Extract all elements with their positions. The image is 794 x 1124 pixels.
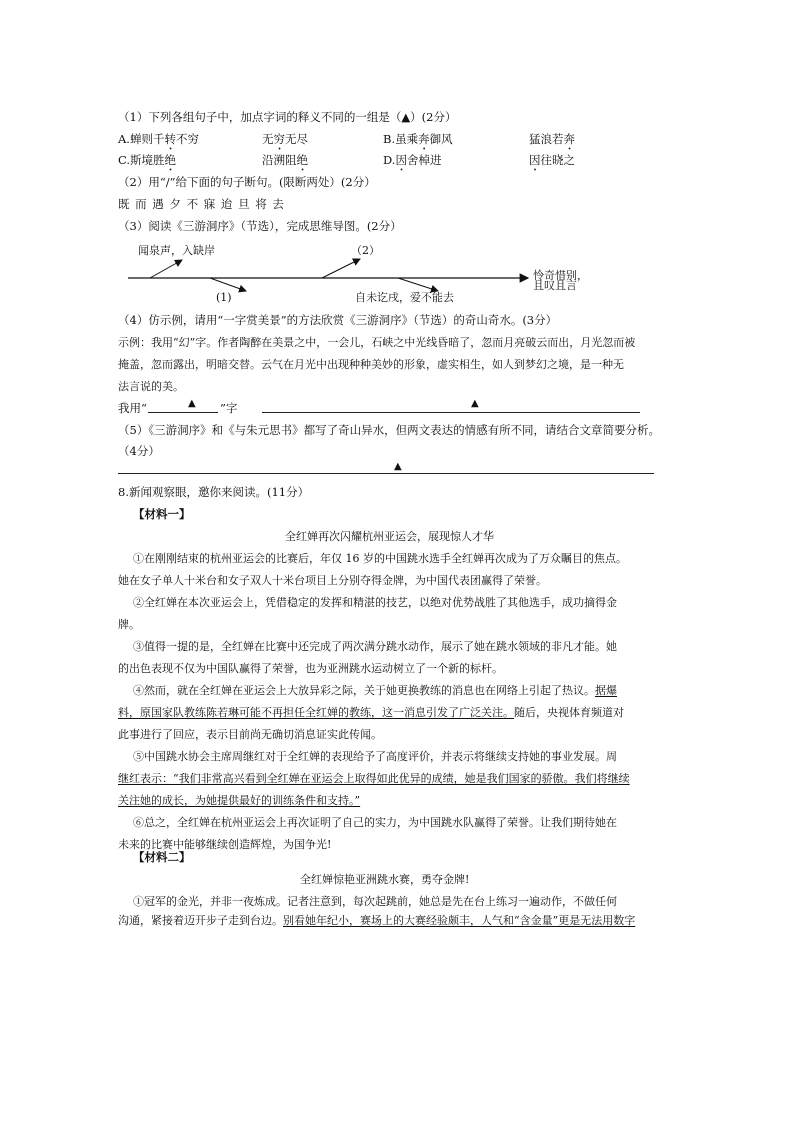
q1-option-c: C.斯境胜绝 bbox=[118, 153, 177, 167]
m1-para-3-line-1: ③值得一提的是，全红婵在比赛中还完成了两次满分跳水动作，展示了她在跳水领域的非凡才能。她 bbox=[133, 640, 617, 653]
m1-para-5-quote-2: 关注她的成长，为她提供最好的训练条件和支持。” bbox=[118, 794, 361, 807]
m2-para-1-line-1: ①冠军的金光，并非一夜炼成。记者注意到，每次起跳前，她总是先在台上练习一遍动作，不做任何 bbox=[133, 895, 617, 908]
mind-map-end-1: 怜奇惜别， bbox=[533, 269, 588, 282]
q5-answer-mark: ▲ bbox=[394, 461, 402, 472]
mind-map-branch-arrow-3 bbox=[322, 259, 360, 278]
m1-para-2-line-2: 牌。 bbox=[118, 618, 140, 631]
q4-example-line-1: 示例：我用“幻”字。作者陶醉在美景之中，一会儿，石峡之中光线昏暗了，忽而月亮破云而出，月光忽而被 bbox=[118, 336, 636, 349]
m1-para-1-line-1: ①在刚刚结束的杭州亚运会的比赛后，年仅 16 岁的中国跳水选手全红婵再次成为了万众瞩目的焦点。 bbox=[133, 552, 627, 565]
m1-para-5-line-1: ⑤中国跳水协会主席周继红对于全红婵的表现给予了高度评价，并表示将继续支持她的事业发展。周 bbox=[133, 750, 617, 763]
m1-para-6-line-1: ⑥总之，全红婵在杭州亚运会上再次证明了自己的实力，为中国跳水队赢得了荣誉。让我们期待她在 bbox=[133, 816, 617, 829]
q2-stem: （2）用“/”给下面的句子断句。(限断两处）(2分） bbox=[118, 175, 376, 189]
material-2-label: 【材料二】 bbox=[133, 850, 191, 864]
mind-map-node-stay: 自未讫戌，爱不能去 bbox=[355, 291, 454, 304]
m2-para-1-line-2 bbox=[118, 913, 635, 928]
q3-stem: （3）阅读《三游洞序》（节选），完成思维导图。(2分） bbox=[118, 219, 402, 233]
m1-para-4-underlined-start: 据爆 bbox=[595, 684, 617, 697]
q1-stem: （1）下列各组句子中，加点字词的释义不同的一组是（▲）(2分） bbox=[118, 110, 457, 124]
q1-option-a-compare: 无穷无尽 bbox=[262, 132, 308, 146]
q1-option-b-compare: 猛浪若奔 bbox=[529, 132, 575, 146]
q1-option-a: A.蝉则千转不穷 bbox=[118, 132, 199, 146]
mind-map-blank-1: (1) bbox=[216, 291, 232, 304]
m1-para-1-line-2: 她在女子单人十米台和女子双人十米台项目上分别夺得金牌，为中国代表团赢得了荣誉。 bbox=[118, 574, 547, 587]
mind-map-node-enter: 闻泉声，入缺岸 bbox=[138, 244, 215, 257]
q4-example-line-3: 法言说的美。 bbox=[118, 380, 184, 393]
m1-para-3-line-2: 的出色表现不仅为中国队赢得了荣誉，也为亚洲跳水运动树立了一个新的标杆。 bbox=[118, 662, 503, 675]
q4-stem: （4）仿示例，请用“一字赏美景”的方法欣赏《三游洞序》（节选）的奇山奇水。(3分） bbox=[118, 313, 558, 327]
m1-para-4-text-after: 随后，央视体育频道对 bbox=[514, 706, 624, 719]
q4-answer-prefix: 我用“ bbox=[118, 401, 147, 415]
q1-option-d: D.因舍棹进 bbox=[383, 153, 442, 167]
q5-stem: （5）《三游洞序》和《与朱元思书》都写了奇山异水，但两文表达的情感有所不同，请结合文章简要分析。 bbox=[118, 423, 661, 437]
mind-map-end-2: 且叹且言 bbox=[533, 279, 577, 292]
q5-answer-blank bbox=[118, 473, 654, 474]
q1-option-b: B.虽乘奔御风 bbox=[383, 132, 453, 146]
q1-option-c-compare: 沿溯阻绝 bbox=[262, 153, 308, 167]
m1-para-4-line-3: 此事进行了回应，表示目前尚无确切消息证实此传闻。 bbox=[118, 728, 382, 741]
material-1-title: 全红婵再次闪耀杭州亚运会，展现惊人才华 bbox=[285, 530, 494, 543]
m2-para-1-text: 沟通，紧接着迈开步子走到台边。 bbox=[118, 914, 283, 927]
m2-para-1-underlined: 别看她年纪小，赛场上的大赛经验颇丰，人气和“含金量”更是无法用数字 bbox=[283, 914, 636, 927]
q4-word-blank bbox=[148, 412, 218, 413]
q1-option-d-compare: 因往晓之 bbox=[529, 153, 575, 167]
m1-para-4-underlined: 料，原国家队教练陈若琳可能不再担任全红婵的教练，这一消息引发了广泛关注。 bbox=[118, 706, 514, 719]
material-2-title: 全红婵惊艳亚洲跳水赛，勇夺金牌! bbox=[300, 873, 470, 886]
m1-para-6-line-2: 未来的比赛中能够继续创造辉煌，为国争光! bbox=[118, 838, 332, 851]
m1-para-5-quote-1: 继红表示：“我们非常高兴看到全红婵在亚运会上取得如此优异的成绩，她是我们国家的骄傲。我们将继续 bbox=[118, 772, 630, 785]
m1-para-2-line-1: ②全红婵在本次亚运会上，凭借稳定的发挥和精湛的技艺，以绝对优势战胜了其他选手，成功摘得金 bbox=[133, 596, 617, 609]
q4-answer-blank bbox=[262, 412, 640, 413]
q5-score: （4分） bbox=[118, 444, 160, 458]
q4-example-line-2: 掩盖，忽而露出，明暗交替。云气在月光中出现种种美妙的形象，虚实相生，如人到梦幻之境，是一种无 bbox=[118, 358, 624, 371]
m1-para-5-line-3 bbox=[118, 793, 360, 808]
mind-map-blank-2: （2） bbox=[351, 244, 380, 257]
material-1-label: 【材料一】 bbox=[133, 507, 191, 521]
q8-stem: 8.新闻观察眼，邀你来阅读。(11分） bbox=[118, 485, 310, 499]
m1-para-4-line-2 bbox=[118, 705, 624, 720]
m1-para-4-line-1 bbox=[133, 683, 617, 698]
q4-word-mark: ▲ bbox=[188, 398, 196, 409]
mind-map-branch-arrow-1 bbox=[150, 260, 182, 278]
m1-para-4-text: ④然而，就在全红婵在亚运会上大放异彩之际，关于她更换教练的消息也在网络上引起了热议。 bbox=[133, 684, 595, 697]
q4-answer-mark: ▲ bbox=[471, 398, 479, 409]
m1-para-5-line-2 bbox=[118, 771, 630, 786]
q2-sentence: 既 而 遇 夕 不 寐 迨 旦 将 去 bbox=[118, 197, 285, 211]
q4-answer-mid: ”字 bbox=[220, 401, 238, 415]
